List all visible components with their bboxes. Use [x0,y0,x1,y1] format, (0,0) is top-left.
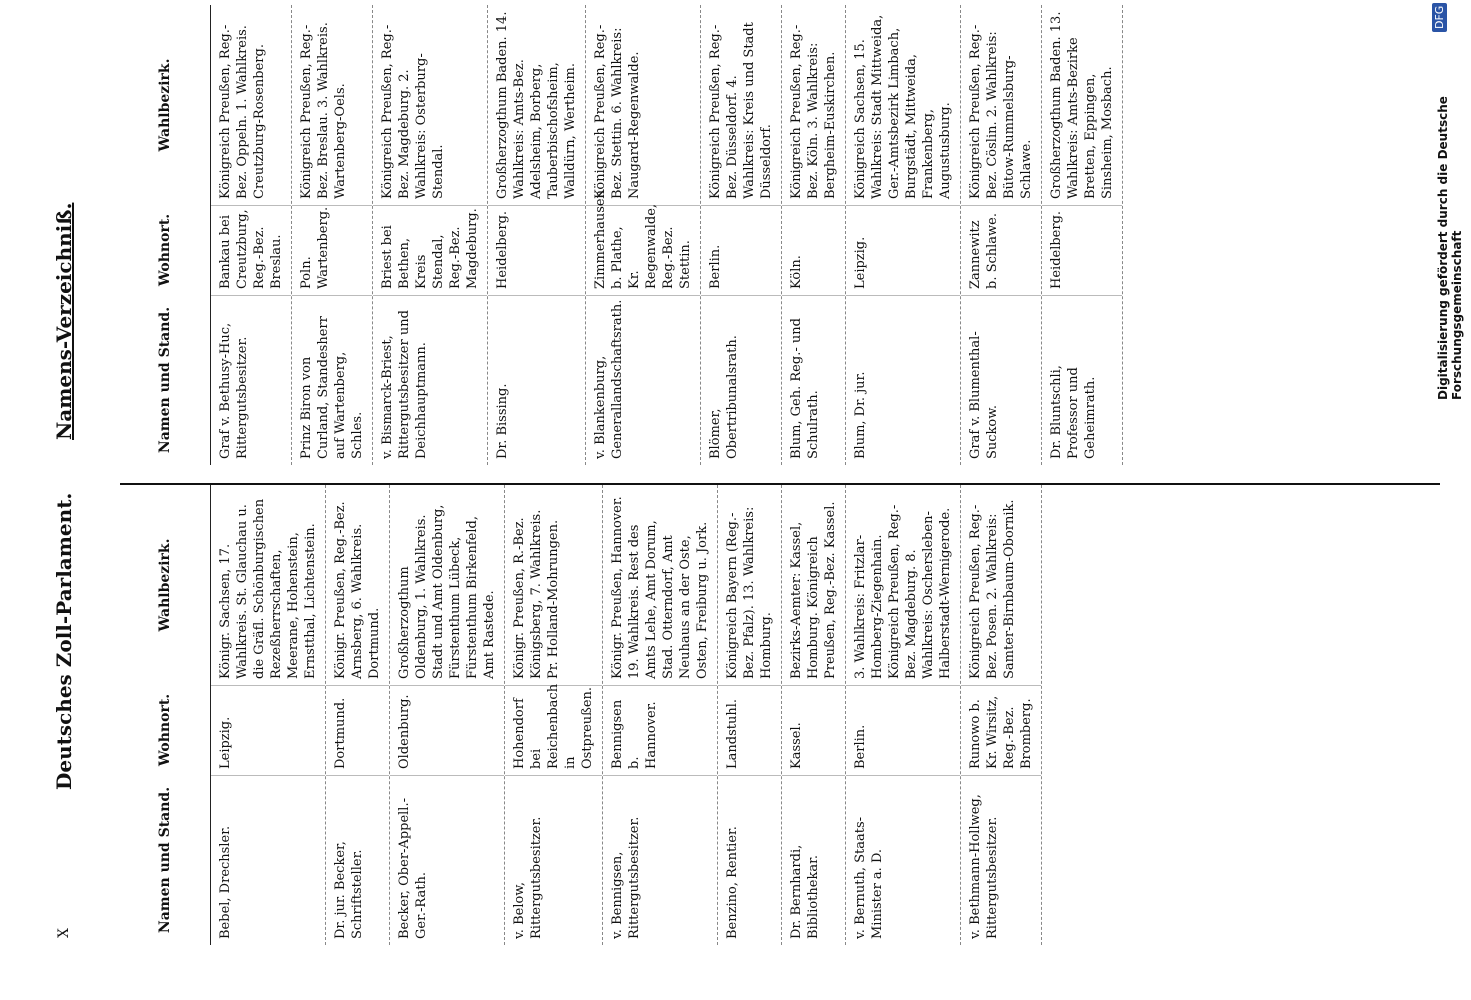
page-mark: X [56,928,72,938]
right-table [120,5,1123,465]
table-row [961,485,1042,945]
member-name: v. Bernuth, Staats-Minister a. D. [846,775,960,945]
member-residence: Zannewitz b. Schlawe. [961,205,1041,295]
member-district: Königreich Preußen, Reg.-Bez. Stettin. 6. Wahlkreis: Naugard-Regenwalde. [593,24,642,199]
member-residence: Kassel. [782,685,845,775]
member-name: Prinz Biron von Curland, Standesherr auf Wartenberg, Schles. [292,295,372,465]
member-district: Großherzogthum Baden. 14. Wahlkreis: Amts-Bez. Adelsheim, Borberg, Tauberbischofsheim, Walldürn, Wertheim. [495,11,578,199]
member-district: 3. Wahlkreis: Fritzlar-Homberg-Ziegenhain. Königreich Preußen, Reg.-Bez. Magdeburg. 8. Wahlkreis: Oschersleben-Halberstadt-Wernigerode. [853,504,953,679]
member-name: v. Bismarck-Briest, Rittergutsbesitzer und Deichhauptmann. [373,295,487,465]
table-row [292,5,373,465]
table-row [586,5,701,465]
member-residence: Berlin. [846,685,960,775]
member-name: Dr. jur. Becker, Schriftsteller. [326,775,389,945]
member-district: Königreich Preußen, Reg.-Bez. Oppeln. 1. Wahlkreis. Creutzburg-Rosenberg. [218,24,267,199]
left-table-body [211,485,1042,945]
column-header-name: Namen und Stand. [157,306,173,454]
table-row [505,485,603,945]
table-row [488,5,586,465]
member-residence: Zimmerhausen b. Plathe, Kr. Regenwalde, Reg.-Bez. Stettin. [586,205,700,295]
member-residence: Briest bei Bethen, Kreis Stendal, Reg.-Bez. Magdeburg. [373,205,487,295]
member-name: v. Below, Rittergutsbesitzer. [505,775,602,945]
member-residence: Poln. Wartenberg. [292,205,372,295]
member-name: Dr. Bissing. [488,295,585,465]
column-header-district: Wahlbezirk. [157,58,173,152]
member-residence: Hohendorf bei Reichenbach in Ostpreußen. [505,685,602,775]
member-district: Bezirks-Aemter: Kassel, Homburg. Königreich Preußen, Reg.-Bez. Kassel. [789,501,838,679]
member-district: Großherzogthum Oldenburg, 1. Wahlkreis. Stadt und Amt Oldenburg, Fürstenthum Lübeck, Fürstenthum Birkenfeld, Amt Rastede. [397,504,497,679]
table-row [782,485,846,945]
member-district: Königreich Preußen, Reg.-Bez. Posen. 2. Wahlkreis: Samter-Birnbaum-Obornik. [968,499,1017,679]
member-district: Königreich Preußen, Reg.-Bez. Cöslin. 2. Wahlkreis: Bütow-Rummelsburg-Schlawe. [968,24,1034,199]
column-header-residence: Wohnort. [157,693,173,767]
member-name: Dr. Bluntschli, Professor und Geheimrath. [1042,295,1122,465]
table-row [846,5,961,465]
member-name: v. Blankenburg, Generallandschaftsrath. [586,295,700,465]
member-district: Königr. Preußen, R.-Bez. Königsberg, 7. Wahlkreis. Pr. Holland-Mohrungen. [512,509,561,679]
member-name: Graf v. Bethusy-Huc, Rittergutsbesitzer. [211,295,291,465]
funding-note: Digitalisierung gefördert durch die Deutsche Forschungsgemeinschaft [1436,96,1464,400]
member-district: Großherzogthum Baden. 13. Wahlkreis: Amts-Bezirke Bretten, Eppingen, Sinsheim, Mosbach. [1049,11,1115,199]
member-district: Königreich Sachsen, 15. Wahlkreis: Stadt Mittweida, Ger.-Amtsbezirk Limbach, Burgstädt, Mittweida, Frankenberg, Augustusburg. [853,14,953,199]
member-residence: Heidelberg. [1042,205,1122,295]
page-title: Deutsches Zoll-Parlament. [52,492,76,790]
member-residence: Runowo b. Kr. Wirsitz, Reg.-Bez. Bromberg. [961,685,1041,775]
member-name: v. Bethmann-Hollweg, Rittergutsbesitzer. [961,775,1041,945]
member-residence: Bankau bei Creutzburg, Reg.-Bez. Breslau. [211,205,291,295]
member-name: Graf v. Blumenthal-Suckow. [961,295,1041,465]
member-name: Blum, Geh. Reg.- und Schulrath. [782,295,845,465]
member-district: Königreich Preußen, Reg.-Bez. Düsseldorf. 4. Wahlkreis: Kreis und Stadt Düsseldorf. [708,22,774,199]
member-name: Bebel, Drechsler. [211,775,325,945]
table-row [782,5,846,465]
table-row [390,485,505,945]
member-name: Benzino, Rentier. [718,775,781,945]
table-row [211,5,292,465]
member-district: Königr. Preußen, Hannover. 19. Wahlkreis. Rest des Amts Lehe, Amt Dorum, Stad. Otterndorf, Amt Neuhaus an der Oste, Osten, Freiburg u. Jork. [610,496,710,679]
left-table-header [120,485,211,945]
page-subtitle: Namens-Verzeichniß. [52,202,76,440]
right-table-header [120,5,211,465]
member-residence: Dortmund. [326,685,389,775]
member-district: Königreich Preußen, Reg.-Bez. Magdeburg. 2. Wahlkreis: Osterburg-Stendal. [380,24,446,199]
member-district: Königreich Preußen, Reg.-Bez. Breslau. 3. Wahlkreis. Wartenberg-Oels. [299,22,348,199]
member-name: Blum, Dr. jur. [846,295,960,465]
member-residence: Leipzig. [211,685,325,775]
member-residence: Leipzig. [846,205,960,295]
member-name: Becker, Ober-Appell.-Ger.-Rath. [390,775,504,945]
member-residence: Landstuhl. [718,685,781,775]
table-row [961,5,1042,465]
table-row [701,5,782,465]
dfg-logo: DFG [1432,3,1447,32]
table-row [846,485,961,945]
right-table-body [211,5,1123,465]
table-row [718,485,782,945]
left-table [120,485,1042,945]
member-name: v. Bennigsen, Rittergutsbesitzer. [603,775,717,945]
table-row [211,485,326,945]
member-name: Dr. Bernhardi, Bibliothekar. [782,775,845,945]
table-row [326,485,390,945]
member-residence: Oldenburg. [390,685,504,775]
table-row [373,5,488,465]
table-row [603,485,718,945]
member-district: Königr. Sachsen, 17. Wahlkreis. St. Glauchau u. die Gräfl. Schönburgischen Rezeßherrschaften, Meerane, Hohenstein, Ernstthal, Lichtenstein. [218,498,318,679]
member-district: Königreich Bayern (Reg.-Bez. Pfalz). 13. Wahlkreis: Homburg. [725,506,774,679]
member-residence: Heidelberg. [488,205,585,295]
member-district: Königr. Preußen, Reg.-Bez. Arnsberg, 6. Wahlkreis. Dortmund. [333,501,382,679]
column-header-name: Namen und Stand. [157,786,173,934]
center-divider [120,483,1440,485]
column-header-district: Wahlbezirk. [157,538,173,632]
member-district: Königreich Preußen, Reg.-Bez. Köln. 3. Wahlkreis: Bergheim-Euskirchen. [789,24,838,199]
member-residence: Berlin. [701,205,781,295]
table-row [1042,5,1123,465]
column-header-residence: Wohnort. [157,213,173,287]
member-residence: Köln. [782,205,845,295]
member-name: Blömer, Obertribunalsrath. [701,295,781,465]
member-residence: Bennigsen b. Hannover. [603,685,717,775]
